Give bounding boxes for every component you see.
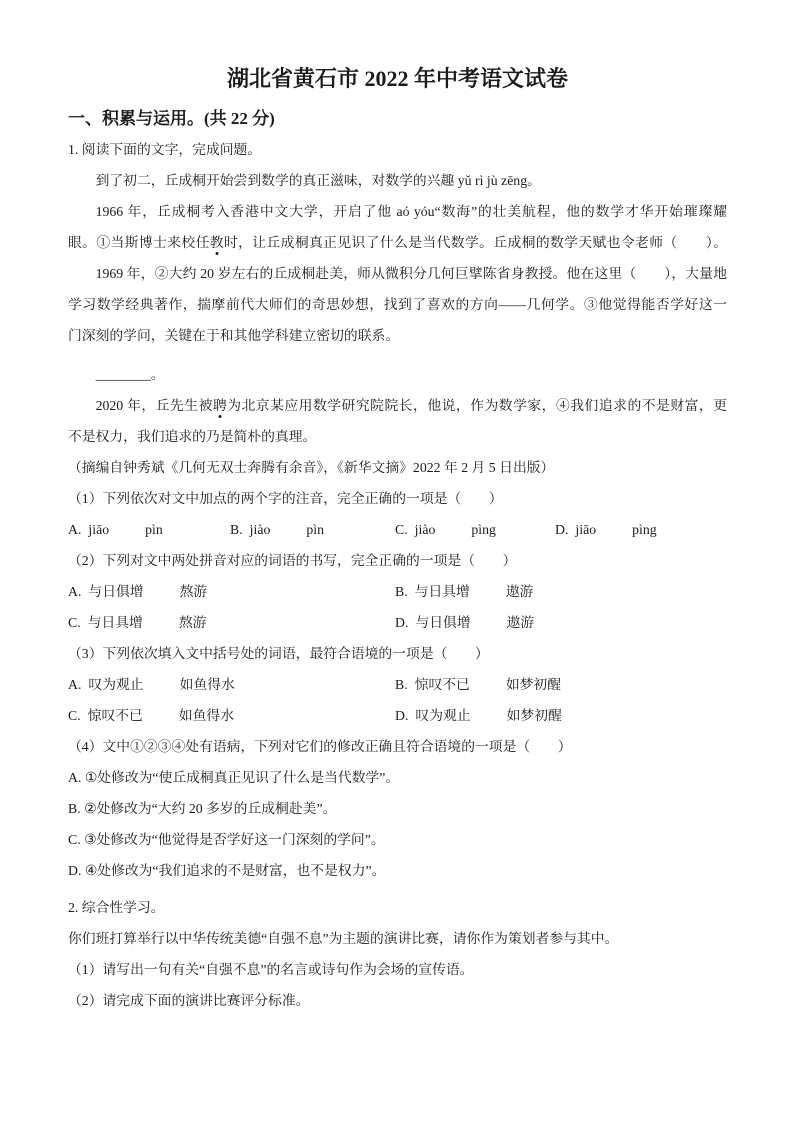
option-term-2: pìn [306,522,324,537]
option-term-1: 与日具增 [87,615,143,630]
option-term-2: 如鱼得水 [178,708,235,723]
passage-text-segment: 时，让丘成桐真正见识了什么是当代数学。丘成桐的数学天赋也令老师（ ）。 [223,235,728,250]
q1-sub1-options-row [68,514,727,545]
q1-sub2-stem: （2）下列对文中两处拼音对应的词语的书写，完全正确的一项是（ ） [68,553,517,568]
option-label: D. [555,522,569,537]
option-label: A. [68,584,82,599]
passage-paragraph-4-line-1 [68,390,727,421]
passage-source-citation: （摘编自钟秀斌《几何无双士奔腾有余音》，《新华文摘》2022 年 2 月 5 日出版） [68,460,555,475]
option-label: B. [230,522,243,537]
option-term-1: 惊叹不已 [414,677,470,692]
option-label: D. [395,615,409,630]
option-label: D. [395,708,409,723]
q1-sub2-option-b [395,576,727,607]
option-term-2: pìn [145,522,163,537]
passage-blank-line: ________。 [95,367,165,382]
q1-sub4-option-b: B. ②处修改为“大约 20 多岁的丘成桐赴美”。 [68,801,337,816]
q1-sub1-option-a [68,514,230,545]
q1-sub4-option-d: D. ④处修改为“我们追求的不是财富，也不是权力”。 [68,863,386,878]
option-term-1: 与日俱增 [88,584,144,599]
q1-sub2-option-d [395,607,727,638]
q2-intro: 你们班打算举行以中华传统美德“自强不息”为主题的演讲比赛，请你作为策划者参与其中。 [68,931,619,946]
option-term-1: jiào [249,522,271,537]
option-term-1: jiào [414,522,436,537]
option-term-2: 熬游 [179,584,208,599]
question-2-stem: 2. 综合性学习。 [68,900,165,915]
emphasis-dot-char-jiao: 教 [209,235,224,250]
passage-paragraph-1: 到了初二，丘成桐开始尝到数学的真正滋味，对数学的兴趣 yǔ rì jù zēng。 [95,173,541,188]
q2-sub1: （1）请写出一句有关“自强不息”的名言或诗句作为会场的宣传语。 [68,962,474,977]
option-label: C. [395,522,408,537]
option-term-2: 熬游 [178,615,207,630]
q1-sub3-option-a [68,669,395,700]
option-label: A. [68,677,82,692]
option-term-1: 惊叹不已 [87,708,143,723]
option-label: A. [68,522,82,537]
passage-paragraph-3-line-2: 学习数学经典著作，揣摩前代大师们的奇思妙想，找到了喜欢的方向——几何学。③他觉得能否学好这一 [68,297,727,312]
option-term-1: jiāo [575,522,597,537]
passage-text-segment: 2020 年，丘先生被 [95,398,213,413]
option-term-1: 叹为观止 [415,708,471,723]
option-term-2: pìng [632,522,657,537]
option-term-2: pìng [471,522,496,537]
option-term-1: 与日具增 [414,584,470,599]
passage-paragraph-2-line-1: 1966 年，丘成桐考入香港中文大学，开启了他 aó yóu“数海”的壮美航程，他的数学才华开始璀璨耀 [95,204,727,219]
q1-sub3-option-d [395,700,727,731]
option-term-1: 与日俱增 [415,615,471,630]
option-term-2: 遨游 [506,615,535,630]
question-1-stem: 1. 阅读下面的文字，完成问题。 [68,142,262,157]
option-term-2: 如梦初醒 [505,677,562,692]
option-label: C. [68,615,81,630]
option-label: B. [395,584,408,599]
option-term-2: 如鱼得水 [179,677,235,692]
emphasis-dot-char-pin: 聘 [212,398,228,413]
q1-sub4-option-a: A. ①处修改为“使丘成桐真正见识了什么是当代数学”。 [68,770,400,785]
passage-paragraph-3-line-3: 门深刻的学问，关键在于和其他学科建立密切的联系。 [68,328,400,343]
option-label: B. [395,677,408,692]
q1-sub1-stem: （1）下列依次对文中加点的两个字的注音，完全正确的一项是（ ） [68,491,503,506]
passage-text-segment: 眼。①当斯博士来校任 [68,235,210,250]
q2-sub2: （2）请完成下面的演讲比赛评分标准。 [68,993,310,1008]
exam-title: 湖北省黄石市 2022 年中考语文试卷 [226,66,568,91]
passage-text-segment: 为北京某应用数学研究院院长，他说，作为数学家，④我们追求的不是财富，更 [227,398,728,413]
q1-sub1-option-d [555,514,727,545]
q1-sub1-option-b [230,514,395,545]
q1-sub3-option-b [395,669,727,700]
q1-sub2-options-row-1 [68,576,727,607]
option-term-2: 遨游 [505,584,534,599]
option-label: C. [68,708,81,723]
passage-paragraph-2-line-2 [68,227,727,258]
q1-sub2-option-c [68,607,395,638]
q1-sub2-options-row-2 [68,607,727,638]
q1-sub3-options-row-2 [68,700,727,731]
passage-paragraph-4-line-2: 不是权力，我们追求的乃是简朴的真理。 [68,429,317,444]
q1-sub2-option-a [68,576,395,607]
question-1-passage [68,165,727,483]
q1-sub3-option-c [68,700,395,731]
passage-paragraph-3-line-1: 1969 年，②大约 20 岁左右的丘成桐赴美，师从微积分几何巨擘陈省身教授。他在这里（ ），大量地 [95,266,727,281]
section-1-heading: 一、积累与运用。(共 22 分) [68,109,275,128]
q1-sub3-options-row-1 [68,669,727,700]
option-term-2: 如梦初醒 [506,708,562,723]
q1-sub4-stem: （4）文中①②③④处有语病，下列对它们的修改正确且符合语境的一项是（ ） [68,739,572,754]
q1-sub1-option-c [395,514,555,545]
option-term-1: 叹为观止 [88,677,144,692]
q1-sub4-option-c: C. ③处修改为“他觉得是否学好这一门深刻的学问”。 [68,832,385,847]
q1-sub3-stem: （3）下列依次填入文中括号处的词语，最符合语境的一项是（ ） [68,646,489,661]
option-term-1: jiāo [88,522,110,537]
